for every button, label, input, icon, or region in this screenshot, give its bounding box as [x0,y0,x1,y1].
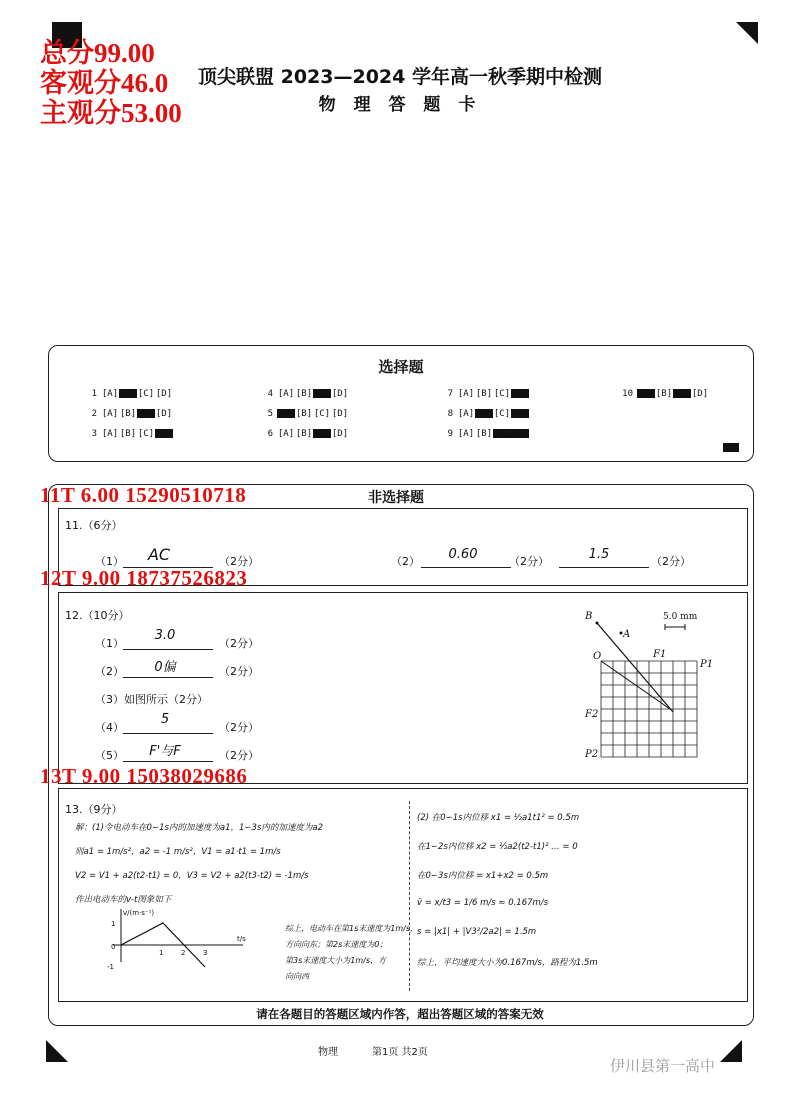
q13-part2-line: (2) 在0∽1s内位移 x1 = ½a1t1² = 0.5m [417,813,580,823]
q12-score: （2分） [219,665,259,678]
q13-divider [409,801,410,991]
choice-option-3-3[interactable]: [D] [155,429,173,439]
q13-part2-line: s = |x1| + |V3²/2a2| = 1.5m [417,927,537,937]
choice-option-9-1[interactable]: [B] [475,429,493,439]
choice-option-6-0[interactable]: [A] [277,429,295,439]
choice-question-number: 2 [91,409,97,419]
corner-marker-bottom-right [720,1040,742,1062]
q13-solution-line: V2 = V1 + a2(t2-t1) = 0，V3 = V2 + a2(t3-t2) = -1m/s [75,871,309,881]
q12-answer: 0偏 [154,660,176,675]
nonchoice-section-title: 非选择题 [368,490,424,506]
q12-answer: 5 [160,712,170,727]
vt-tick-x3: 3 [203,949,208,957]
choice-option-5-2[interactable]: [C] [313,409,331,419]
choice-question-number: 3 [91,429,97,439]
vt-tick-y1: 1 [111,920,116,928]
choice-option-2-3[interactable]: [D] [155,409,173,419]
subjective-score: 主观分53.00 [40,98,182,128]
choice-question-8 [439,409,529,419]
choice-question-3 [83,429,173,439]
choice-option-7-0[interactable]: [A] [457,389,475,399]
choice-question-number: 8 [447,409,453,419]
choice-option-10-0[interactable]: [A] [637,389,655,399]
answer-sheet-title: 物 理 答 题 卡 [318,95,482,115]
q13-conclusion-line: 第3s末速度大小为1m/s，方 [285,956,387,965]
choice-option-5-0[interactable]: [A] [277,409,295,419]
q13-solution-line: 解：(1)令电动车在0∽1s内的加速度为a1，1∽3s内的加速度为a2 [75,823,324,833]
choice-question-number: 5 [267,409,273,419]
choice-option-5-3[interactable]: [D] [331,409,349,419]
choice-option-7-1[interactable]: [B] [475,389,493,399]
vt-tick-0: 0 [111,943,116,951]
q13-part2-line: v̄ = x/t3 = 1/6 m/s ≈ 0.167m/s [417,898,549,908]
choice-option-1-1[interactable]: [B] [119,389,137,399]
choice-question-2 [83,409,173,419]
q13-conclusion-line: 向向西 [285,972,309,981]
q13-conclusion-line: 综上，电动车在第1s末速度为1m/s， [285,924,419,933]
choice-option-6-3[interactable]: [D] [331,429,349,439]
choice-option-8-1[interactable]: [B] [475,409,493,419]
q13-conclusion-line: 方向向东；第2s末速度为0； [285,940,388,949]
vt-tick-ym1: -1 [107,963,114,971]
choice-option-3-2[interactable]: [C] [137,429,155,439]
vt-graph [103,907,253,977]
choice-section [48,345,754,462]
objective-score: 客观分46.0 [40,68,169,98]
choice-option-3-1[interactable]: [B] [119,429,137,439]
q13-area [58,788,748,1002]
q12-score: （2分） [219,749,259,762]
q11-answer1: AC [147,545,171,564]
choice-option-6-2[interactable]: [C] [313,429,331,439]
vt-tick-x1: 1 [159,949,164,957]
q13-part2-line: 在0∽3s内位移 = x1+x2 = 0.5m [417,871,549,881]
choice-option-10-3[interactable]: [D] [691,389,709,399]
choice-question-number: 4 [267,389,273,399]
choice-question-number: 1 [91,389,97,399]
q11-part2-label: （2） [391,555,420,568]
q11-score3: （2分） [651,555,691,568]
watermark: 伊川县第一高中 [610,1057,716,1075]
choice-option-4-3[interactable]: [D] [331,389,349,399]
exam-title: 顶尖联盟 2023—2024 学年高一秋季期中检测 [198,66,602,88]
q12-area [58,592,748,784]
vt-tick-x2: 2 [181,949,186,957]
q13-part2-line: 在1∽2s内位移 x2 = ½a2(t2-t1)² … = 0 [417,842,578,852]
choice-option-10-2[interactable]: [C] [673,389,691,399]
corner-marker-top-right [736,22,758,44]
q13-part2-line: 综上，平均速度大小为0.167m/s，路程为1.5m [417,958,598,968]
q12-part-label: （5） [95,749,124,762]
label-F1: F1 [653,649,667,660]
choice-question-number: 6 [267,429,273,439]
choice-option-2-1[interactable]: [B] [119,409,137,419]
choice-option-4-0[interactable]: [A] [277,389,295,399]
q11-score-bar: 11T 6.00 15290510718 [40,483,247,507]
total-score: 总分99.00 [40,38,155,68]
q11-answer2: 0.60 [448,547,478,562]
choice-question-10 [619,389,709,399]
choice-question-4 [259,389,349,399]
q12-answer: F'与F [149,744,181,759]
q13-solution-line: 作出电动车的v-t图象如下 [75,895,172,905]
q11-part1-label: （1） [95,555,124,568]
choice-option-8-0[interactable]: [A] [457,409,475,419]
choice-option-4-2[interactable]: [C] [313,389,331,399]
q12-score-bar: 12T 9.00 18737526823 [40,566,248,590]
label-B: B [585,611,593,622]
choice-question-number: 7 [447,389,453,399]
q12-part-label: （2） [95,665,124,678]
choice-option-5-1[interactable]: [B] [295,409,313,419]
choice-question-6 [259,429,349,439]
choice-option-8-2[interactable]: [C] [493,409,511,419]
q12-part-label: （1） [95,637,124,650]
choice-option-9-0[interactable]: [A] [457,429,475,439]
choice-option-6-1[interactable]: [B] [295,429,313,439]
q12-answer: 3.0 [154,628,176,643]
q13-solution-line: 则a1 = 1m/s²，a2 = -1 m/s²，V1 = a1·t1 = 1m/s [75,847,281,857]
answer-area-note: 请在各题目的答题区域内作答，超出答题区域的答案无效 [256,1007,544,1021]
choice-question-5 [259,409,349,419]
q11-answer3: 1.5 [588,547,610,562]
footer-subject: 物理 [318,1047,338,1058]
q13-score-bar: 13T 9.00 15038029686 [40,764,248,788]
q11-heading: 11.（6分） [65,519,123,532]
q12-force-diagram [525,597,725,782]
choice-option-4-1[interactable]: [B] [295,389,313,399]
choice-option-8-3[interactable]: [D] [511,409,529,419]
footer-page: 第1页 共2页 [372,1047,428,1058]
choice-option-10-1[interactable]: [B] [655,389,673,399]
choice-option-1-3[interactable]: [D] [155,389,173,399]
corner-marker-bottom-left [46,1040,68,1062]
label-O: O [593,651,602,662]
choice-question-7 [439,389,529,399]
choice-question-number: 10 [622,389,633,399]
q12-part-label: （4） [95,721,124,734]
label-A: A [623,629,631,640]
q12-score: （2分） [219,721,259,734]
scale-label: 5.0 mm [663,612,698,622]
choice-question-number: 9 [447,429,453,439]
choice-question-1 [83,389,173,399]
q12-score: （2分） [219,637,259,650]
q13-heading: 13.（9分） [65,803,123,816]
choice-option-9-2[interactable]: [C] [493,429,511,439]
choice-option-9-3[interactable]: [D] [511,429,529,439]
vt-ylabel: v/(m·s⁻¹) [123,909,155,917]
label-P2: P2 [585,749,599,760]
choice-option-2-2[interactable]: [C] [137,409,155,419]
q11-score1: （2分） [219,555,259,568]
vt-xlabel: t/s [237,935,246,943]
choice-section-title: 选择题 [378,358,424,376]
choice-question-9 [439,429,529,439]
choice-option-2-0[interactable]: [A] [101,409,119,419]
q12-part-label: （3）如图所示（2分） [95,693,208,706]
q12-heading: 12.（10分） [65,609,130,622]
choice-option-1-0[interactable]: [A] [101,389,119,399]
choice-option-7-3[interactable]: [D] [511,389,529,399]
choice-option-1-2[interactable]: [C] [137,389,155,399]
choice-option-7-2[interactable]: [C] [493,389,511,399]
label-P1: P1 [700,659,714,670]
choice-option-3-0[interactable]: [A] [101,429,119,439]
timing-mark [723,443,739,452]
q11-score2: （2分） [509,555,549,568]
label-F2: F2 [585,709,599,720]
